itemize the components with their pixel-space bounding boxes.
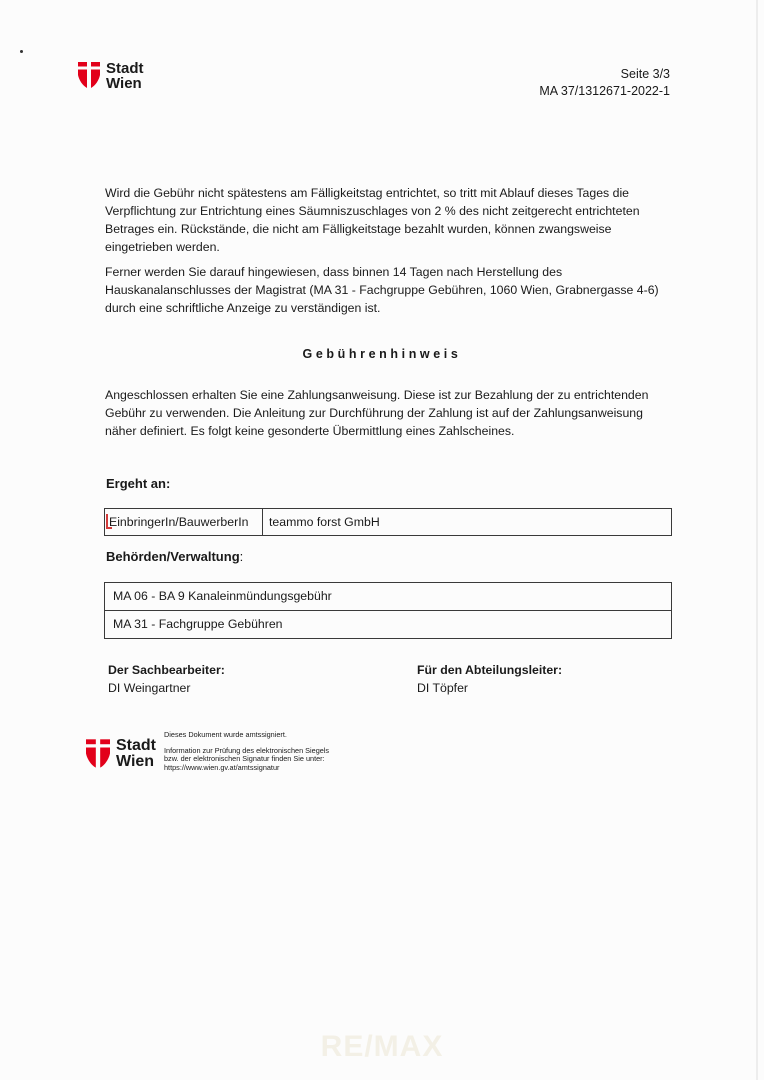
logo-line-1: Stadt — [106, 60, 144, 77]
recipient-role: EinbringerIn/BauwerberIn — [109, 515, 249, 529]
paragraph-late-fee: Wird die Gebühr nicht spätestens am Fälligkeitstag entrichtet, so tritt mit Ablauf dieses Tages die Verpflichtung zur Entrichtung eines Säumniszuschlages von 2 % des nicht zeitgerecht entrichteten Betrages ein. Rückstände, die nicht am Fälligkeitstage bezahlt wurden, können zwangsweise eingetrieben werden. — [105, 186, 640, 254]
official-signature-title: Dieses Dokument wurde amtssigniert. — [164, 730, 287, 739]
head-role: Für den Abteilungsleiter: — [417, 663, 563, 677]
head-name: DI Töpfer — [417, 681, 469, 695]
authority-row: MA 06 - BA 9 Kanaleinmündungsgebühr — [113, 589, 332, 603]
signature-info-url: https://www.wien.gv.at/amtssignatur — [164, 762, 280, 772]
recipient-name-cell — [263, 509, 380, 535]
distribution-label: Ergeht an: — [106, 476, 171, 491]
official-signature-info — [164, 747, 329, 772]
paragraph-notification: Ferner werden Sie darauf hingewiesen, dass binnen 14 Tagen nach Herstellung des Hauskanalanschlusses der Magistrat (MA 31 - Fachgruppe Gebühren, 1060 Wien, Grabnergasse 4-6) durch eine schriftliche Anzeige zu verständigen ist. — [105, 265, 659, 315]
signature-info-line: Information zur Prüfung des elektronischen Siegels — [164, 746, 330, 755]
authorities-label-colon: : — [239, 549, 244, 564]
page-number: Seite 3/3 — [620, 67, 670, 81]
signature-head — [417, 661, 562, 697]
authorities-label — [106, 549, 243, 564]
seal-logo-line-2: Wien — [116, 753, 155, 770]
authorities-label-text: Behörden/Verwaltung — [106, 549, 240, 564]
vienna-shield-icon — [86, 737, 110, 770]
recipient-table — [104, 508, 672, 536]
seal-logo-line-1: Stadt — [116, 737, 156, 754]
authorities-table — [104, 582, 672, 639]
clerk-name: DI Weingartner — [108, 681, 191, 695]
logo-line-2: Wien — [106, 75, 142, 92]
page-reference — [539, 66, 670, 100]
vienna-shield-icon — [78, 60, 100, 90]
recipient-role-cell — [105, 509, 263, 535]
section-heading-fee-notice: Gebührenhinweis — [302, 347, 462, 361]
signature-clerk — [108, 661, 225, 697]
clerk-role: Der Sachbearbeiter: — [108, 663, 225, 677]
authority-row: MA 31 - Fachgruppe Gebühren — [105, 610, 671, 638]
scan-dot — [20, 50, 23, 53]
paragraph-payment-instructions: Angeschlossen erhalten Sie eine Zahlungsanweisung. Diese ist zur Bezahlung der zu entrichtenden Gebühr zu verwenden. Die Anleitung zur Durchführung der Zahlung ist auf der Zahlungsanweisung näher definiert. Es folgt keine gesonderte Übermittlung eines Zahlscheines. — [105, 388, 649, 438]
remax-watermark: RE/MAX — [320, 1030, 444, 1063]
signature-info-line: bzw. der elektronischen Signatur finden Sie unter: — [164, 754, 325, 764]
official-seal-logo — [86, 737, 156, 770]
recipient-name: teammo forst GmbH — [269, 515, 380, 529]
file-number: MA 37/1312671-2022-1 — [539, 84, 670, 98]
stadt-wien-logo — [78, 60, 144, 91]
red-check-mark — [106, 514, 112, 529]
scan-edge — [756, 0, 758, 1080]
